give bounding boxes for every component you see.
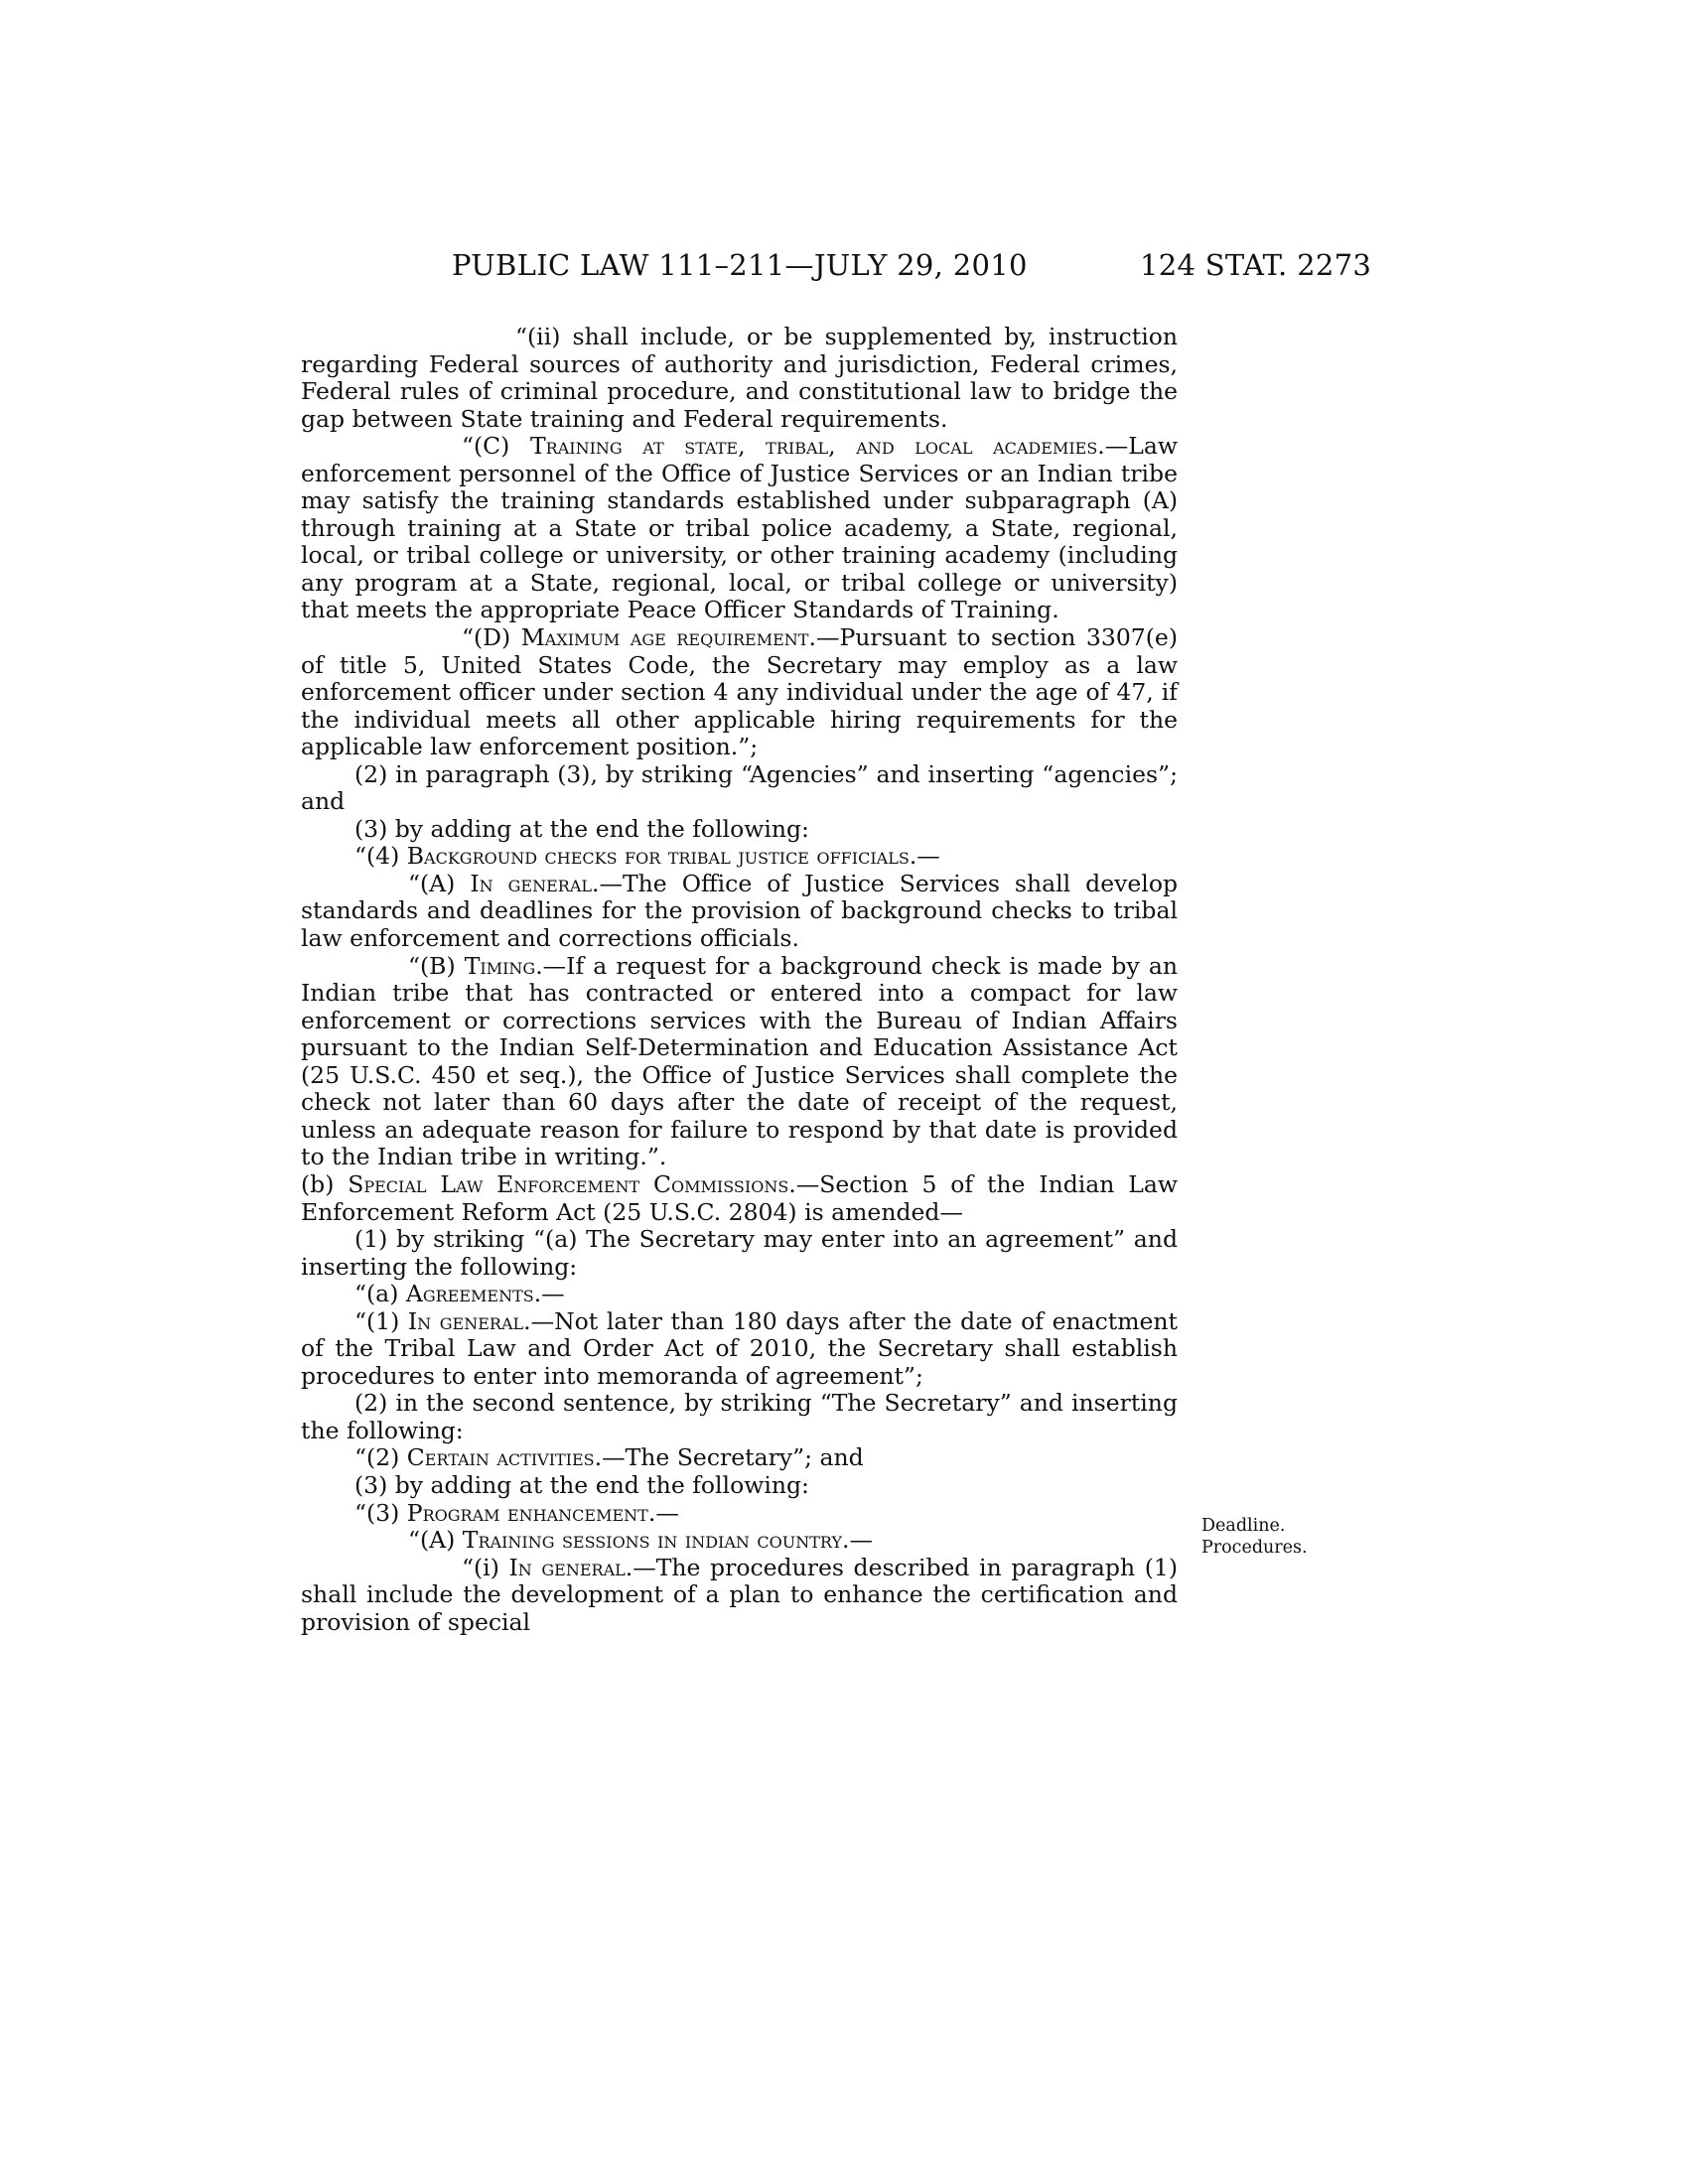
paragraph-text: .—The procedures described in paragraph (1) shall include the development of a plan to enhance the certification and provision of special — [301, 1553, 1178, 1636]
paragraph-text: “(A) — [408, 869, 471, 897]
paragraph-text: .—The Secretary”; and — [594, 1443, 864, 1472]
paragraph — [301, 1226, 1178, 1281]
paragraph-text: .— — [909, 842, 940, 871]
paragraph — [301, 324, 1178, 433]
paragraph-text: (2) in the second sentence, by striking “The Secretary” and inserting the following: — [301, 1389, 1178, 1444]
paragraph — [301, 1555, 1178, 1637]
paragraph-text: .— — [647, 1498, 679, 1527]
section-heading: Training at state, tribal, and local academies — [529, 432, 1098, 461]
section-heading: Training sessions in indian country — [462, 1526, 843, 1555]
paragraph-text: .—Pursuant to section 3307(e) of title 5, United States Code, the Secretary may employ as a law enforcement officer under section 4 any individual under the age of 47, if the individual meets all other applicable hiring requirements for the applicable law enforcement position.”; — [301, 623, 1178, 761]
paragraph — [301, 1472, 1178, 1500]
section-heading: Special Law Enforcement Commissions — [348, 1169, 789, 1198]
section-heading: Background checks for tribal justice officials — [406, 842, 910, 871]
paragraph — [301, 953, 1178, 1171]
paragraph-text: .—Section 5 of the Indian Law Enforcement Reform Act (25 U.S.C. 2804) is amended— — [301, 1169, 1178, 1226]
paragraph-text: (b) — [301, 1169, 349, 1198]
paragraph — [301, 843, 1178, 871]
paragraph — [301, 1500, 1178, 1528]
paragraph — [301, 624, 1178, 761]
section-heading: Timing — [464, 951, 536, 980]
paragraph — [301, 1281, 1178, 1308]
paragraph-text: “(i) — [462, 1553, 509, 1581]
paragraph-text: “(B) — [408, 951, 465, 980]
paragraph-text: .—The Office of Justice Services shall develop standards and deadlines for the provision of background checks to tribal law enforcement and corrections officials. — [301, 869, 1179, 953]
section-heading: In general — [407, 1306, 524, 1335]
paragraph-text: “(4) — [354, 842, 407, 871]
paragraph-text: “(3) — [354, 1498, 407, 1527]
running-header-page-number: 124 STAT. 2273 — [1140, 248, 1372, 282]
paragraph-text: “(ii) shall include, or be supplemented by, instruction regarding Federal sources of authority and jurisdiction, Federal crimes, Federal rules of criminal procedure, and constitutional law to bridge the gap between State training and Federal requirements. — [301, 323, 1178, 433]
section-heading: Agreements — [405, 1280, 534, 1308]
section-heading: Certain activities — [406, 1443, 595, 1472]
section-heading: Program enhancement — [406, 1498, 648, 1527]
section-heading: In general — [470, 869, 593, 897]
paragraph-text: .—If a request for a background check is made by an Indian tribe that has contracted or entered into a compact for law enforcement or corrections services with the Bureau of Indian Affairs pursuant to the Indian Self-Determination and Education Assistance Act (25 U.S.C. 450 et seq.), the Office of Justice Services shall complete the check not later than 60 days after the date of receipt of the request, unless an adequate reason for failure to respond by that date is provided to the Indian tribe in writing.”. — [301, 951, 1178, 1171]
paragraph-text: (1) by striking “(a) The Secretary may enter into an agreement” and inserting the following: — [301, 1225, 1178, 1281]
paragraph-text: “(1) — [354, 1306, 408, 1335]
paragraph — [301, 1390, 1178, 1444]
paragraph — [301, 1308, 1178, 1391]
paragraph-text: “(C) — [462, 432, 530, 461]
paragraph-text: “(a) — [354, 1280, 406, 1308]
paragraph-text: (2) in paragraph (3), by striking “Agencies” and inserting “agencies”; and — [301, 759, 1178, 816]
paragraph-text: “(D) — [462, 623, 521, 652]
paragraph — [301, 871, 1178, 953]
margin-note-deadline: Deadline. — [1201, 1516, 1286, 1536]
paragraph — [301, 1527, 1178, 1555]
paragraph — [301, 761, 1178, 816]
section-heading: In general — [508, 1553, 626, 1581]
paragraph — [301, 816, 1178, 844]
paragraph — [301, 1444, 1178, 1472]
running-header-title: PUBLIC LAW 111–211—JULY 29, 2010 — [452, 248, 1028, 282]
paragraph-text: “(A) — [408, 1526, 463, 1555]
paragraph-text: .— — [533, 1280, 565, 1308]
paragraph-text: .—Not later than 180 days after the date of enactment of the Tribal Law and Order Act of 2010, the Secretary shall establish procedures to enter into memoranda of agreement”; — [301, 1306, 1178, 1390]
paragraph-text: (3) by adding at the end the following: — [354, 814, 809, 843]
paragraph-text: “(2) — [354, 1443, 407, 1472]
margin-note-procedures: Procedures. — [1201, 1538, 1308, 1558]
paragraph-text: .— — [842, 1526, 874, 1555]
paragraph-text: (3) by adding at the end the following: — [354, 1470, 809, 1499]
statute-body-text — [301, 324, 1178, 1636]
section-heading: Maximum age requirement — [520, 623, 809, 652]
paragraph — [301, 433, 1178, 624]
paragraph — [301, 1171, 1178, 1226]
paragraph-text: .—Law enforcement personnel of the Office of Justice Services or an Indian tribe may satisfy the training standards established under subparagraph (A) through training at a State or tribal police academy, a State, regional, local, or tribal college or university, or other training academy (including any program at a State, regional, local, or tribal college or university) that meets the appropriate Peace Officer Standards of Training. — [301, 432, 1178, 624]
